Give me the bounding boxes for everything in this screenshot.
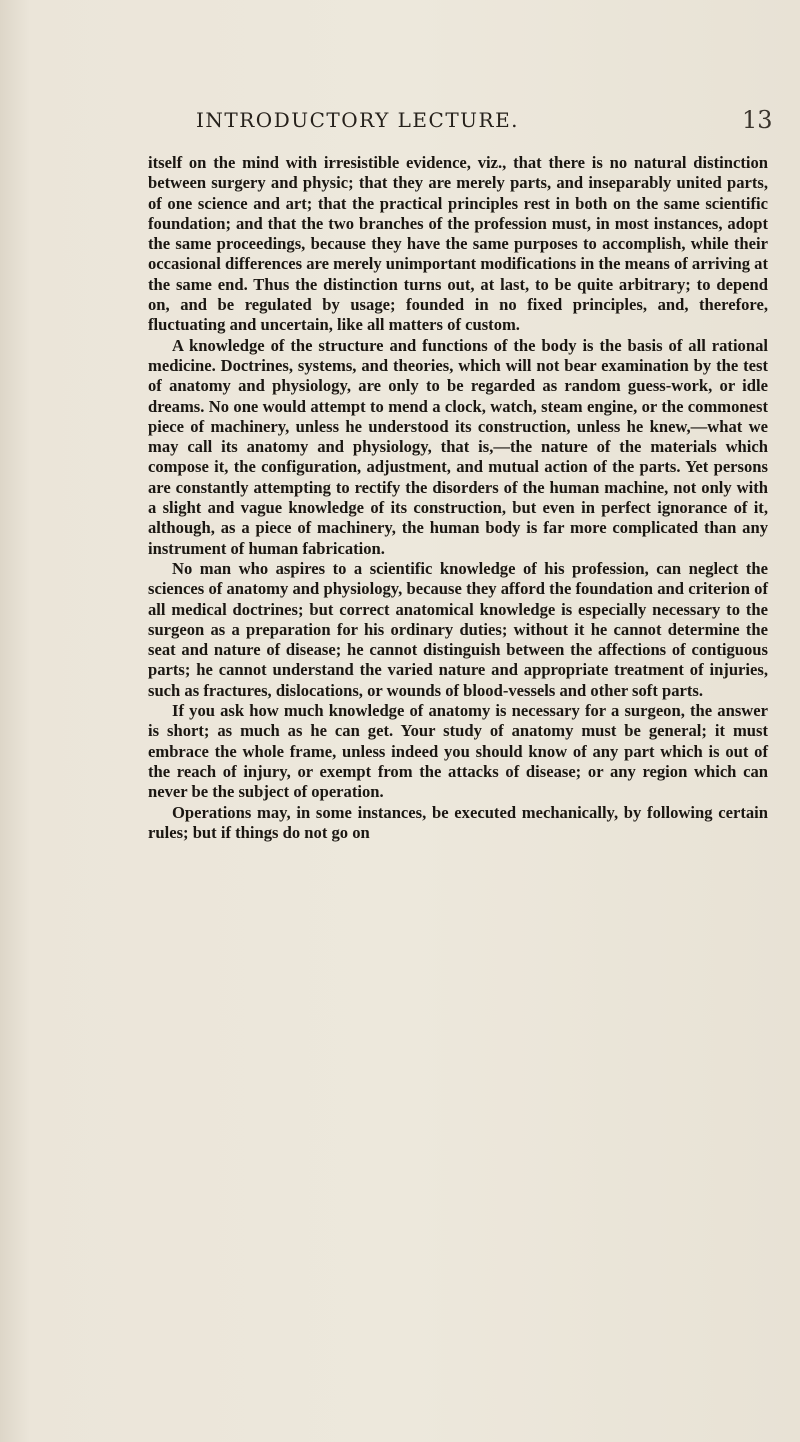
paragraph-continued: itself on the mind with irresistible evidence, viz., that there is no natural distinction between surgery and physic; that they are merely parts, and inseparably united parts, of one science and art; that the practical principles rest in both on the same scientific foundation; and that the two branches of the profession must, in most instances, adopt the same proceedings, because they have the same purposes to accomplish, while their occasional differences are merely unimportant modifications in the means of arriving at the same end. Thus the distinction turns out, at last, to be quite arbitrary; to depend on, and be regulated by usage; founded in no fixed principles, and, therefore, fluctuating and uncertain, like all matters of custom.: [148, 153, 768, 335]
paragraph-how-much-anatomy: If you ask how much knowledge of anatomy is necessary for a surgeon, the answer is short; as much as he can get. Your study of anatomy must be general; it must embrace the whole frame, unless indeed you should know of any part which is out of the reach of injury, or exempt from the attacks of disease; or any region which can never be the subject of operation.: [148, 701, 768, 802]
running-title: INTRODUCTORY LECTURE.: [196, 108, 520, 132]
body-text: [148, 153, 768, 843]
page-number: 13: [742, 106, 773, 134]
page-header: [0, 108, 800, 138]
paragraph-anatomy-basis: A knowledge of the structure and functions of the body is the basis of all rational medicine. Doctrines, systems, and theories, which will not bear examination by the test of anatomy and physiology, are only to be regarded as random guess-work, or idle dreams. No one would attempt to mend a clock, watch, steam engine, or the commonest piece of machinery, unless he understood its construction, unless he knew,—what we may call its anatomy and physiology, that is,—the nature of the materials which compose it, the configuration, adjustment, and mutual action of the parts. Yet persons are constantly attempting to rectify the disorders of the human machine, not only with a slight and vague knowledge of its construction, but even in perfect ignorance of it, although, as a piece of machinery, the human body is far more complicated than any instrument of human fabrication.: [148, 335, 768, 558]
paragraph-scientific-knowledge: No man who aspires to a scientific knowledge of his profession, can neglect the sciences of anatomy and physiology, because they afford the foundation and criterion of all medical doctrines; but correct anatomical knowledge is especially necessary to the surgeon as a preparation for his ordinary duties; without it he cannot determine the seat and nature of disease; he cannot distinguish between the affections of contiguous parts; he cannot understand the varied nature and appropriate treatment of injuries, such as fractures, dislocations, or wounds of blood-vessels and other soft parts.: [148, 558, 768, 700]
paragraph-operations: Operations may, in some instances, be executed mechanically, by following certain rules; but if things do not go on: [148, 802, 768, 842]
